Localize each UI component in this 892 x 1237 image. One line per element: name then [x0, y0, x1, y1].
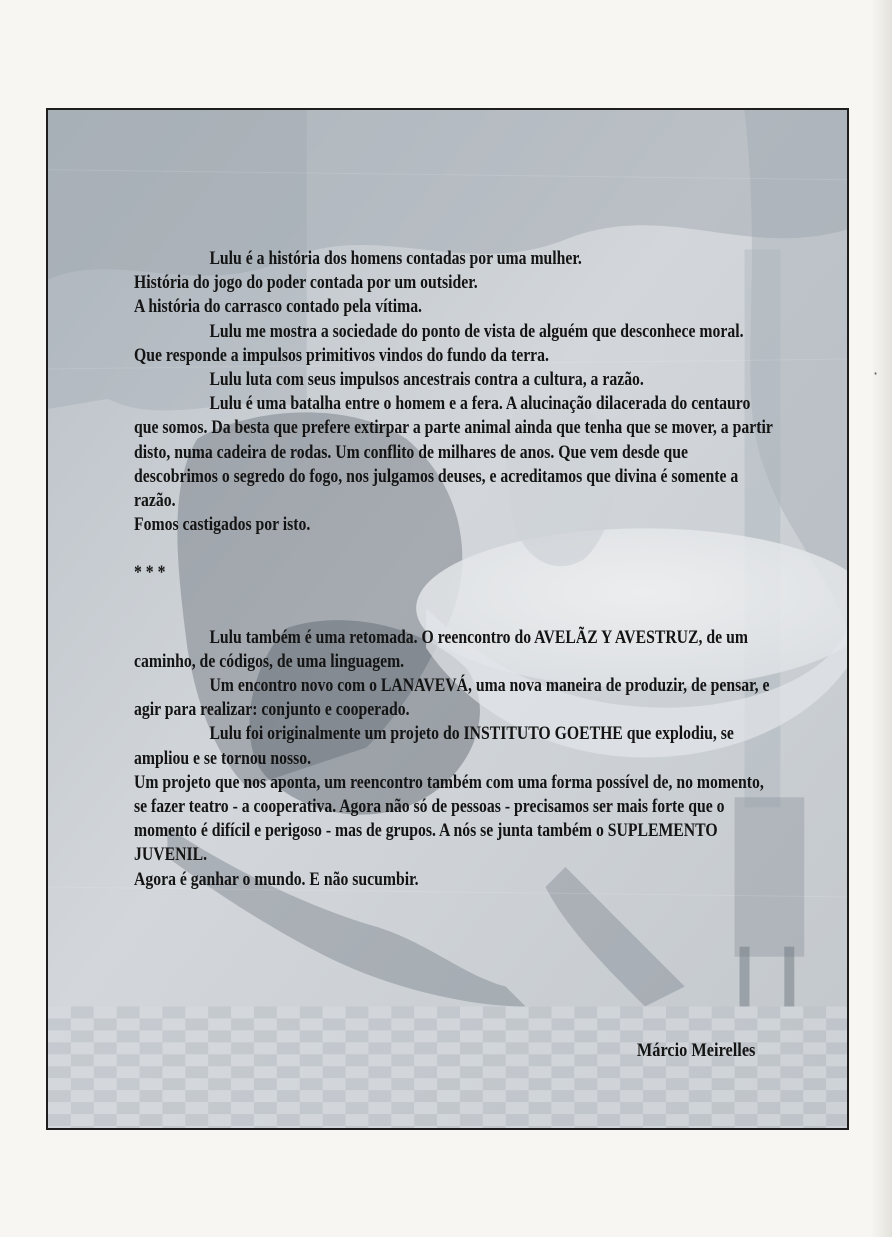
- article-paragraph: A história do carrasco contado pela vítima.: [134, 296, 422, 318]
- article-paragraph: Um encontro novo com o LANAVEVÁ, uma nova maneira de produzir, de pensar, e agir para realizar: conjunto e cooperado.: [134, 675, 770, 721]
- article-paragraph: Lulu também é uma retomada. O reencontro do AVELÃZ Y AVESTRUZ, de um caminho, de códigos, de uma linguagem.: [134, 626, 748, 672]
- article-text: [134, 247, 774, 892]
- article-paragraph: Lulu foi originalmente um projeto do INSTITUTO GOETHE que explodiu, se ampliou e se tornou nosso.: [134, 723, 734, 769]
- article-paragraph: História do jogo do poder contada por um outsider.: [134, 272, 478, 294]
- article-paragraph: Um projeto que nos aponta, um reencontro também com uma forma possível de, no momento, se fazer teatro - a cooperativa. Agora não só de pessoas - precisamos ser mais forte que o momento é difícil e perigoso - mas de grupos. A nós se junta também o SUPLEMENTO JUVENIL.: [134, 771, 764, 866]
- article-paragraph: Lulu luta com seus impulsos ancestrais contra a cultura, a razão.: [209, 369, 644, 391]
- article-paragraph: Lulu me mostra a sociedade do ponto de vista de alguém que desconhece moral. Que responde a impulsos primitivos vindos do fundo da terra.: [134, 320, 744, 366]
- photo-frame: [46, 108, 849, 1130]
- article-paragraph: Lulu é uma batalha entre o homem e a fera. A alucinação dilacerada do centauro que somos. Da besta que prefere extirpar a parte animal ainda que tenha que se mover, a partir disto, numa cadeira de rodas. Um conflito de milhares de anos. Que vem desde que descobrimos o segredo do fogo, nos julgamos deuses, e acreditamos que divina é somente a razão.: [134, 393, 773, 512]
- page-edge: [870, 0, 892, 1237]
- article-paragraph: Fomos castigados por isto.: [134, 514, 311, 536]
- article-paragraph: Lulu é a história dos homens contadas por uma mulher.: [209, 248, 582, 269]
- author-signature: Márcio Meirelles: [636, 1040, 755, 1061]
- article-paragraph: * * *: [134, 562, 166, 584]
- margin-mark: ·: [873, 364, 879, 383]
- article-paragraph: Agora é ganhar o mundo. E não sucumbir.: [134, 868, 419, 890]
